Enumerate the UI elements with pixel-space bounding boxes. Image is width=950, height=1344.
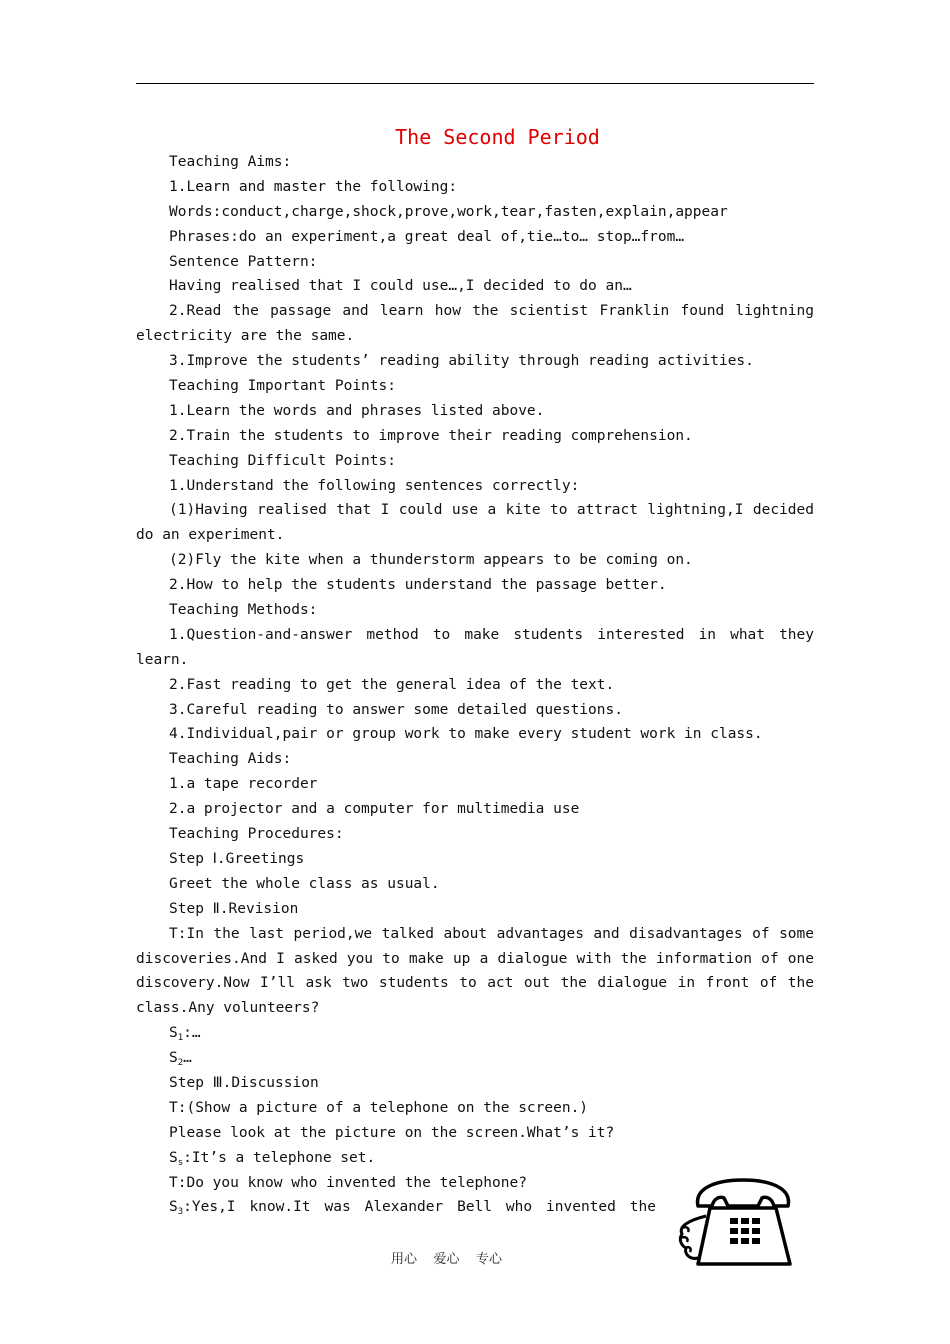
paragraph-line: 1.Learn and master the following: <box>169 178 458 195</box>
dialogue-line <box>136 1046 814 1071</box>
heading-important-points: Teaching Important Points: <box>169 378 396 395</box>
speaker-label: S <box>169 1025 178 1042</box>
paragraph-line: discovery.Now I’ll ask two students to act out the dialogue in front of the <box>136 975 814 992</box>
dialogue-text: :… <box>183 1025 201 1042</box>
paragraph-line: T:In the last period,we talked about advantages and disadvantages of some <box>169 925 814 942</box>
paragraph-line: Phrases:do an experiment,a great deal of,tie…to… stop…from… <box>169 228 685 245</box>
paragraph-line: 2.How to help the students understand the passage better. <box>169 577 667 594</box>
paragraph-line: (2)Fly the kite when a thunderstorm appears to be coming on. <box>169 552 693 569</box>
speaker-label: S <box>169 1149 178 1166</box>
paragraph-line: Please look at the picture on the screen.What’s it? <box>169 1124 615 1141</box>
dialogue-text: :Yes,I know.It was Alexander Bell who invented the <box>183 1199 656 1216</box>
heading-difficult-points: Teaching Difficult Points: <box>169 452 396 469</box>
paragraph-line: class.Any volunteers? <box>136 1000 320 1017</box>
heading-teaching-aids: Teaching Aids: <box>169 751 292 768</box>
step-heading: Step Ⅱ.Revision <box>169 900 299 917</box>
speaker-label: S <box>169 1199 178 1216</box>
paragraph-line: 2.Fast reading to get the general idea of the text. <box>169 676 615 693</box>
paragraph-line: 1.Understand the following sentences correctly: <box>169 477 580 494</box>
paragraph-line: learn. <box>136 651 189 668</box>
paragraph-line: Greet the whole class as usual. <box>169 875 440 892</box>
paragraph-line: T:Do you know who invented the telephone? <box>169 1174 527 1191</box>
paragraph-line: 2.a projector and a computer for multimedia use <box>169 801 580 818</box>
speaker-subscript: 1 <box>177 1033 184 1044</box>
heading-teaching-procedures: Teaching Procedures: <box>169 826 344 843</box>
paragraph-line: T:(Show a picture of a telephone on the screen.) <box>169 1099 589 1116</box>
dialogue-text: :It’s a telephone set. <box>183 1149 376 1166</box>
paragraph-line: 1.Learn the words and phrases listed above. <box>169 402 545 419</box>
paragraph-line: 3.Improve the students’ reading ability through reading activities. <box>169 353 754 370</box>
step-heading: Step Ⅲ.Discussion <box>169 1074 319 1091</box>
speaker-subscript: s <box>177 1157 184 1168</box>
paragraph-line: (1)Having realised that I could use a kite to attract lightning,I decided <box>169 502 814 519</box>
heading-teaching-aims: Teaching Aims: <box>169 154 292 170</box>
dialogue-line <box>136 1146 814 1171</box>
paragraph-line: 3.Careful reading to answer some detailed questions. <box>169 701 623 718</box>
heading-teaching-methods: Teaching Methods: <box>169 602 318 619</box>
dialogue-line <box>136 1021 814 1046</box>
paragraph-line: 1.a tape recorder <box>169 776 318 793</box>
step-heading: Step Ⅰ.Greetings <box>169 850 305 867</box>
paragraph-line: Having realised that I could use…,I decided to do an… <box>169 278 632 295</box>
paragraph-line: electricity are the same. <box>136 328 355 345</box>
speaker-subscript: 2 <box>177 1058 184 1069</box>
document-title: The Second Period <box>395 125 600 149</box>
paragraph-line: do an experiment. <box>136 527 285 544</box>
paragraph-line: 4.Individual,pair or group work to make every student work in class. <box>169 726 763 743</box>
document-body <box>136 150 814 1220</box>
dialogue-line <box>136 1195 656 1220</box>
telephone-icon <box>676 1176 810 1272</box>
paragraph-line: Sentence Pattern: <box>169 253 318 270</box>
header-rule <box>136 83 814 84</box>
dialogue-text: … <box>183 1050 192 1067</box>
paragraph-line: Words:conduct,charge,shock,prove,work,tear,fasten,explain,appear <box>169 203 728 220</box>
paragraph-line: 2.Read the passage and learn how the scientist Franklin found lightning <box>169 303 814 320</box>
paragraph-line: 2.Train the students to improve their reading comprehension. <box>169 427 693 444</box>
paragraph-line: 1.Question-and-answer method to make students interested in what they <box>169 626 814 643</box>
paragraph-line: discoveries.And I asked you to make up a dialogue with the information of one <box>136 950 814 967</box>
footer-text: 用心 爱心 专心 <box>391 1252 503 1267</box>
speaker-label: S <box>169 1050 178 1067</box>
speaker-subscript: 3 <box>177 1207 184 1218</box>
